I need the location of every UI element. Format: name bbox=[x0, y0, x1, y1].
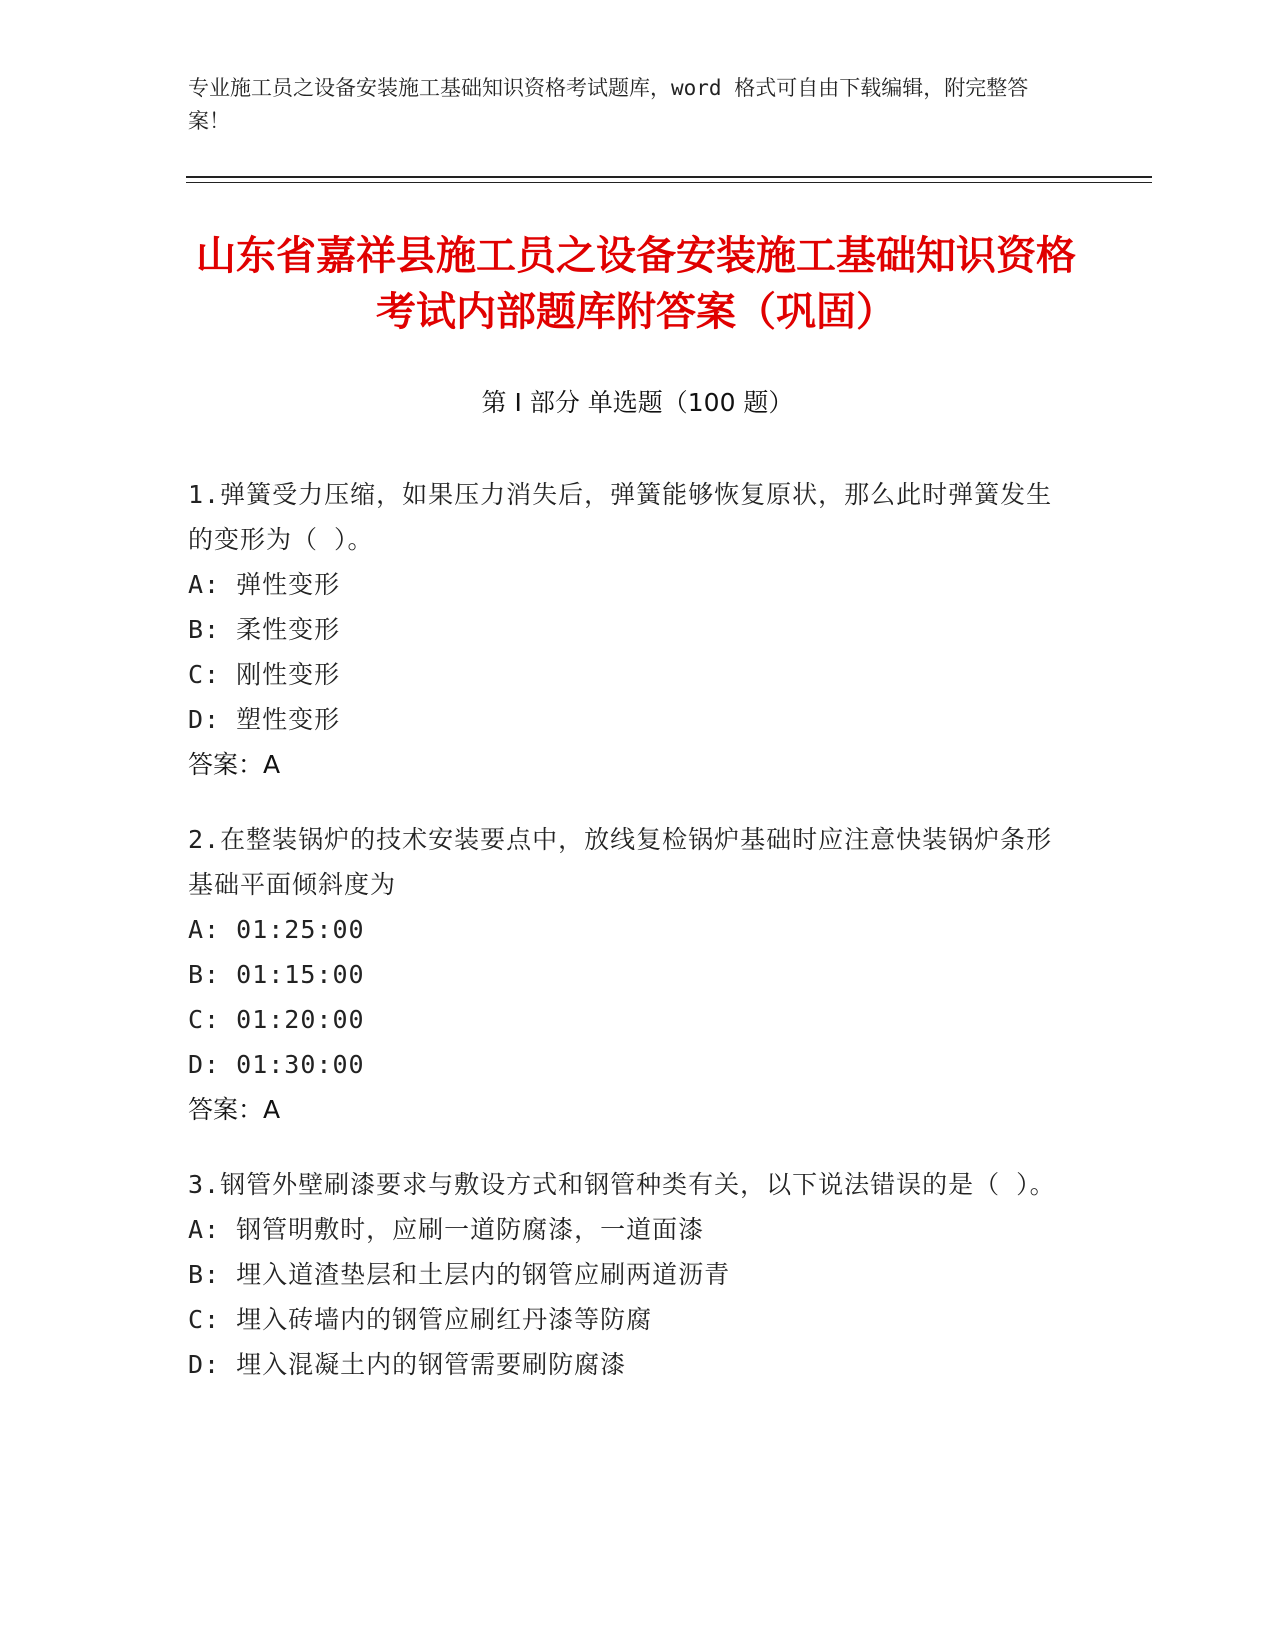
section-heading: 第 I 部分 单选题（100 题） bbox=[481, 388, 794, 417]
option-a: A: 弹性变形 bbox=[188, 570, 341, 599]
option-b: B: 柔性变形 bbox=[188, 615, 341, 644]
question-stem: 3.钢管外壁刷漆要求与敷设方式和钢管种类有关，以下说法错误的是（ ）。 bbox=[188, 1170, 1056, 1199]
question-3 bbox=[188, 1162, 1068, 1387]
question-list bbox=[188, 472, 1068, 1417]
option-d: D: 01:30:00 bbox=[188, 1050, 365, 1079]
option-d: D: 塑性变形 bbox=[188, 705, 341, 734]
option-a: A: 钢管明敷时，应刷一道防腐漆，一道面漆 bbox=[188, 1215, 705, 1244]
option-b: B: 01:15:00 bbox=[188, 960, 365, 989]
document-title: 山东省嘉祥县施工员之设备安装施工基础知识资格考试内部题库附答案（巩固） bbox=[196, 233, 1076, 335]
question-2 bbox=[188, 817, 1068, 1132]
option-b: B: 埋入道渣垫层和土层内的钢管应刷两道沥青 bbox=[188, 1260, 731, 1289]
option-a: A: 01:25:00 bbox=[188, 915, 365, 944]
option-c: C: 01:20:00 bbox=[188, 1005, 365, 1034]
header-divider-thick bbox=[186, 176, 1152, 178]
header-note: 专业施工员之设备安装施工基础知识资格考试题库，word 格式可自由下载编辑，附完整答案！ bbox=[188, 76, 1029, 133]
question-stem: 1.弹簧受力压缩，如果压力消失后，弹簧能够恢复原状，那么此时弹簧发生的变形为（ ）。 bbox=[188, 480, 1053, 554]
question-stem: 2.在整装锅炉的技术安装要点中，放线复检锅炉基础时应注意快装锅炉条形基础平面倾斜度为 bbox=[188, 825, 1053, 899]
option-c: C: 埋入砖墙内的钢管应刷红丹漆等防腐 bbox=[188, 1305, 653, 1334]
answer-text: 答案：A bbox=[188, 1095, 281, 1124]
header-divider-thin bbox=[186, 182, 1152, 183]
option-d: D: 埋入混凝土内的钢管需要刷防腐漆 bbox=[188, 1350, 627, 1379]
answer-text: 答案：A bbox=[188, 750, 281, 779]
question-1 bbox=[188, 472, 1068, 787]
option-c: C: 刚性变形 bbox=[188, 660, 341, 689]
